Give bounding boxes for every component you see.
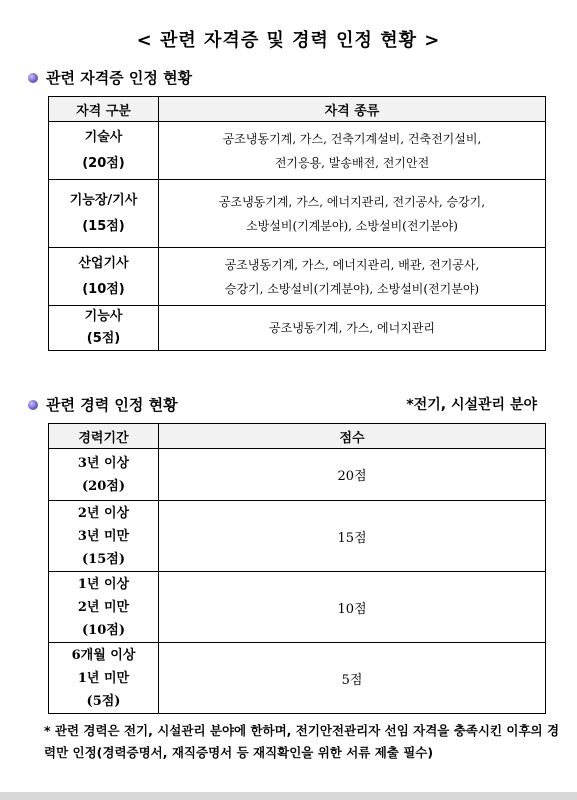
table-row bbox=[49, 306, 546, 351]
window-bottom-edge bbox=[0, 792, 577, 800]
page-title: < 관련 자격증 및 경력 인정 현황 > bbox=[136, 30, 441, 51]
section-heading-experience: 관련 경력 인정 현황 bbox=[28, 394, 178, 415]
table-row bbox=[49, 501, 546, 572]
table-row bbox=[49, 643, 546, 714]
section-heading-certificates: 관련 자격증 인정 현황 bbox=[28, 67, 192, 88]
column-header: 자격 구분 bbox=[49, 97, 159, 122]
table-header-row bbox=[49, 97, 546, 122]
column-header: 경력기간 bbox=[49, 424, 159, 449]
types-cell: 공조냉동기계, 가스, 건축기계설비, 건축전기설비, 전기응용, 발송배전, 전기안전 bbox=[159, 122, 546, 180]
period-cell: 2년 이상 3년 미만 (15점) bbox=[49, 501, 159, 572]
period-cell: 1년 이상 2년 미만 (10점) bbox=[49, 572, 159, 643]
category-cell: 기능장/기사 (15점) bbox=[49, 180, 159, 248]
field-note: *전기, 시설관리 분야 bbox=[406, 397, 537, 413]
table-row bbox=[49, 180, 546, 248]
period-cell: 6개월 이상 1년 미만 (5점) bbox=[49, 643, 159, 714]
category-cell: 기술사 (20점) bbox=[49, 122, 159, 180]
experience-table bbox=[48, 423, 546, 714]
table-row bbox=[49, 572, 546, 643]
table-header-row bbox=[49, 424, 546, 449]
bullet-icon bbox=[28, 73, 38, 83]
table-row bbox=[49, 449, 546, 501]
table-row bbox=[49, 122, 546, 180]
score-cell: 20점 bbox=[159, 449, 546, 501]
types-cell: 공조냉동기계, 가스, 에너지관리, 배관, 전기공사, 승강기, 소방설비(기계분야), 소방설비(전기분야) bbox=[159, 248, 546, 306]
category-cell: 산업기사 (10점) bbox=[49, 248, 159, 306]
types-cell: 공조냉동기계, 가스, 에너지관리, 전기공사, 승강기, 소방설비(기계분야), 소방설비(전기분야) bbox=[159, 180, 546, 248]
period-cell: 3년 이상 (20점) bbox=[49, 449, 159, 501]
types-cell: 공조냉동기계, 가스, 에너지관리 bbox=[159, 306, 546, 351]
column-header: 점수 bbox=[159, 424, 546, 449]
table-row bbox=[49, 248, 546, 306]
bullet-icon bbox=[28, 400, 38, 410]
score-cell: 5점 bbox=[159, 643, 546, 714]
category-cell: 기능사 (5점) bbox=[49, 306, 159, 351]
footnote: * 관련 경력은 전기, 시설관리 분야에 한하며, 전기안전관리자 선임 자격을 충족시킨 이후의 경력만 인정(경력증명서, 재직증명서 등 재직확인을 위한 서류 제출 필수) bbox=[44, 723, 560, 760]
score-cell: 15점 bbox=[159, 501, 546, 572]
certificate-table bbox=[48, 96, 546, 351]
score-cell: 10점 bbox=[159, 572, 546, 643]
column-header: 자격 종류 bbox=[159, 97, 546, 122]
